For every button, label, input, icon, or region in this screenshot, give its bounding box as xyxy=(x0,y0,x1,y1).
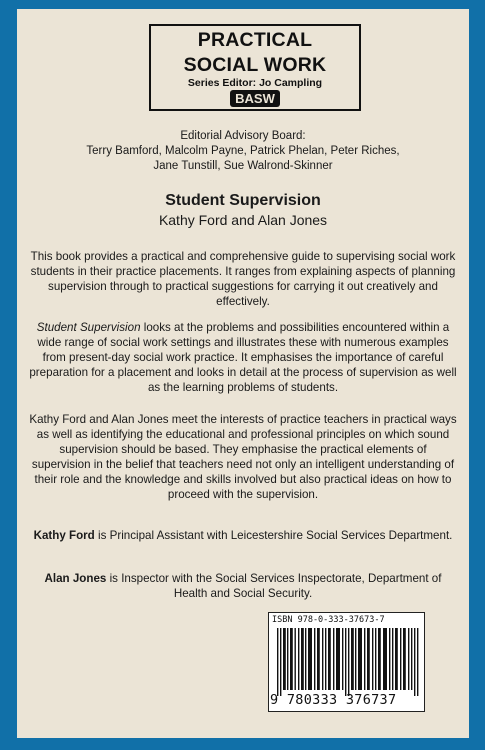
barcode-icon xyxy=(277,628,419,696)
publisher-logo: BASW xyxy=(230,90,280,107)
book-title: Student Supervision xyxy=(165,192,321,209)
series-title-line2: SOCIAL WORK xyxy=(183,54,327,76)
author-bio-2-name: Alan Jones xyxy=(44,572,107,585)
advisory-line-2: Jane Tunstill, Sue Walrond-Skinner xyxy=(153,160,333,172)
series-editor: Series Editor: Jo Campling xyxy=(187,77,323,89)
author-bio-1 xyxy=(29,528,457,543)
book-authors: Kathy Ford and Alan Jones xyxy=(158,212,328,228)
editorial-advisory-board xyxy=(17,129,469,174)
isbn-number: ISBN 978-0-333-37673-7 xyxy=(272,615,385,625)
author-bio-2 xyxy=(29,571,457,601)
author-bio-1-text: is Principal Assistant with Leicestershire Social Services Department. xyxy=(94,529,453,542)
series-logo-box xyxy=(149,24,361,111)
blurb-paragraph-2 xyxy=(29,320,457,395)
series-title-line1: PRACTICAL xyxy=(197,29,313,51)
blurb-paragraph-2-text: looks at the problems and possibilities encountered within a wide range of social work settings and illustrates these with numerous examples from present-day social work practice. It emphasises the importance of careful preparation for a placement and looks in detail at the process of supervision as well as the learning problems of students. xyxy=(29,321,457,394)
advisory-line-1: Terry Bamford, Malcolm Payne, Patrick Phelan, Peter Riches, xyxy=(86,145,400,157)
advisory-heading: Editorial Advisory Board: xyxy=(180,130,306,142)
author-bio-2-text: is Inspector with the Social Services Inspectorate, Department of Health and Social Security. xyxy=(106,572,442,600)
blurb-paragraph-3: Kathy Ford and Alan Jones meet the interests of practice teachers in practical ways as well as identifying the educational and professional principles on which sound supervision should be based. They emphasise the practical elements of supervision in the belief that teachers need not only an intelligent understanding of their role and the knowledge and skills involved but also practical ideas on how to proceed with the supervision. xyxy=(29,413,457,501)
barcode-label xyxy=(268,612,425,712)
author-bio-1-name: Kathy Ford xyxy=(33,529,95,542)
back-cover xyxy=(17,9,469,738)
ean-digits: 9 780333 376737 xyxy=(270,692,397,708)
blurb-title-italic: Student Supervision xyxy=(36,321,141,334)
blurb-paragraph-1: This book provides a practical and comprehensive guide to supervising social work students in their practice placements. It ranges from explaining aspects of planning supervision through to practical suggestions for carrying it out creatively and effectively. xyxy=(30,250,456,308)
